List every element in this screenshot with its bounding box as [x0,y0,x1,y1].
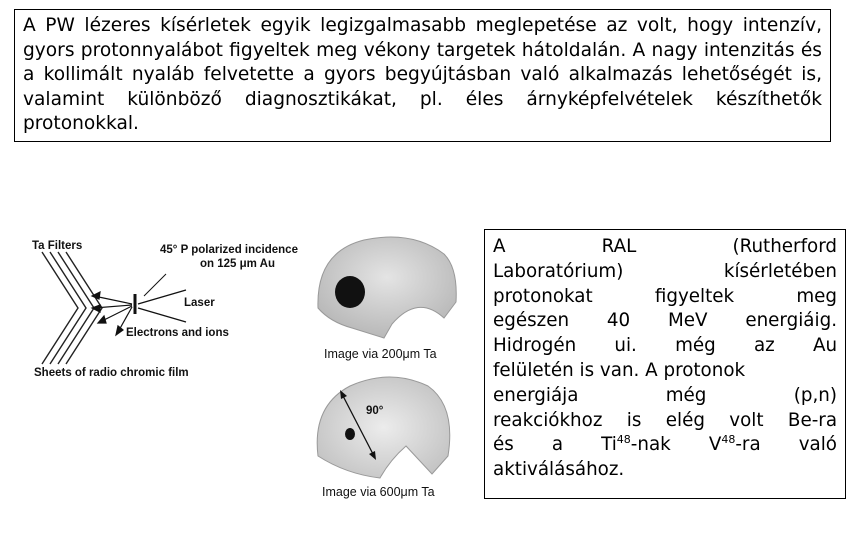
intro-paragraph-box [14,9,831,142]
side-line-7: energiája még (p,n) [493,384,837,406]
film-image-200um [312,232,460,362]
experiment-diagram [28,236,308,386]
ral-experiment-box [484,229,846,499]
side-line-5: Hidrogén ui. még az Au [493,335,838,357]
angle-label: 90° [366,405,384,417]
side-line-9: és a Ti$^{48}$-nak $V^{48}-ra$ való [493,433,837,456]
proton-spot [335,276,365,308]
sheets-label: Sheets of radio chromic film [34,367,189,379]
filters-label: Ta Filters [32,240,83,252]
side-line-1: A RAL (Rutherford [493,236,837,257]
laser-label: Laser [184,297,215,309]
caption-600um: Image via 600μm Ta [322,485,435,499]
laser-beam [138,290,186,304]
side-line-8: reakciókhoz is elég volt Be-ra [493,409,838,431]
side-line-10: aktiválásához. [493,459,625,481]
electrons-label: Electrons and ions [126,327,229,339]
intro-paragraph: A PW lézeres kísérletek egyik legizgalmasabb meglepetése az volt, hogy intenzív, gyors protonnyalábot figyeltek meg vékony targetek hátoldalán. A nagy intenzitás és a kollimált nyaláb felvetette a gyors begyújtásban való alkalmazás lehetőségét is, valamint különböző diagnosztikákat, pl. éles árnyképfelvételek készíthetők protonokkal. [23,15,822,135]
film-image-600um [310,372,460,502]
proton-spot-small [345,428,355,440]
incidence-label-1: 45° P polarized incidence [160,244,298,256]
side-line-6: felületén is van. A protonok [493,359,746,381]
side-line-4: egészen 40 MeV energiáig. [493,310,837,332]
side-line-2: Laboratórium) kísérletében [493,260,837,282]
side-line-3: protonokat figyeltek meg [493,285,837,307]
caption-200um: Image via 200μm Ta [324,347,437,361]
incidence-label-2: on 125 μm Au [200,258,275,270]
